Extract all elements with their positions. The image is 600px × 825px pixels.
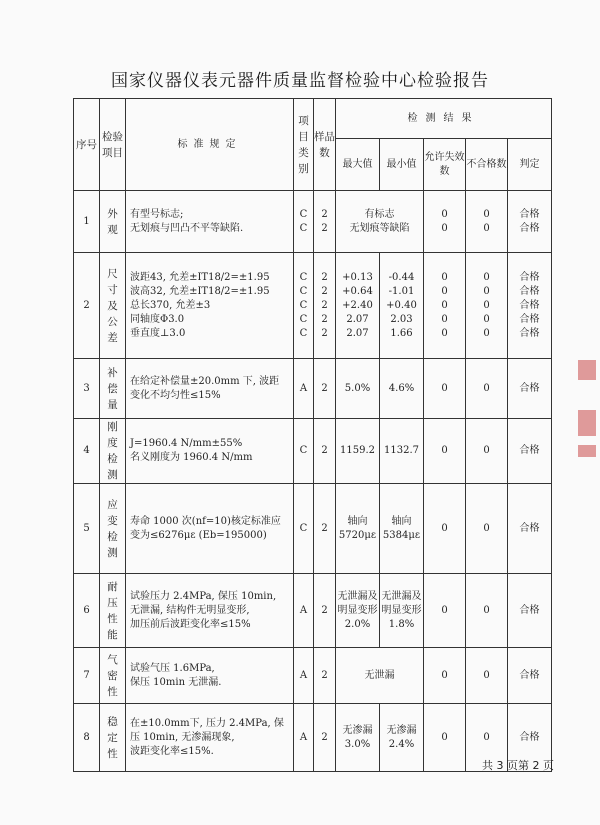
cell-fail-count: 0 0 0 0 0 — [466, 253, 508, 359]
cell-standard: 在给定补偿量±20.0mm 下, 波距 变化不均匀性≤15% — [126, 359, 294, 419]
table-row — [74, 704, 552, 772]
cell-max: 无渗漏 3.0% — [336, 704, 380, 772]
cell-verdict: 合格 — [508, 484, 552, 574]
cell-samples: 2 2 — [314, 191, 336, 253]
header-results: 检测结果 — [336, 99, 552, 139]
cell-allowed-fail: 0 — [424, 574, 466, 648]
cell-allowed-fail: 0 — [424, 359, 466, 419]
cell-fail-count: 0 — [466, 648, 508, 704]
cell-category: C C — [294, 191, 314, 253]
cell-item: 耐压性能 — [100, 574, 126, 648]
cell-verdict: 合格 — [508, 648, 552, 704]
cell-item: 稳定性 — [100, 704, 126, 772]
header-allowed-fail: 允许失效数 — [424, 139, 466, 191]
header-category: 项目类别 — [294, 99, 314, 191]
cell-measured-value: 有标志 无划痕等缺陷 — [336, 191, 424, 253]
cell-category: A — [294, 648, 314, 704]
cell-allowed-fail: 0 — [424, 419, 466, 484]
cell-min: 无泄漏及 明显变形 1.8% — [380, 574, 424, 648]
inspection-table — [73, 98, 552, 772]
cell-measured-value: 无泄漏 — [336, 648, 424, 704]
cell-category: A — [294, 574, 314, 648]
cell-min: 1132.7 — [380, 419, 424, 484]
table-row — [74, 253, 552, 359]
cell-verdict: 合格 — [508, 704, 552, 772]
cell-category: C — [294, 484, 314, 574]
cell-samples: 2 2 2 2 2 — [314, 253, 336, 359]
cell-standard: 在±10.0mm下, 压力 2.4MPa, 保 压 10min, 无渗漏现象, 波距变化率≤15%. — [126, 704, 294, 772]
cell-standard: 有型号标志; 无划痕与凹凸不平等缺陷. — [126, 191, 294, 253]
table-row — [74, 191, 552, 253]
cell-allowed-fail: 0 — [424, 484, 466, 574]
cell-verdict: 合格 — [508, 574, 552, 648]
header-no: 序号 — [74, 99, 100, 191]
cell-samples: 2 — [314, 648, 336, 704]
header-item: 检验项目 — [100, 99, 126, 191]
report-title: 国家仪器仪表元器件质量监督检验中心检验报告 — [111, 71, 489, 91]
cell-standard: J=1960.4 N/mm±55% 名义刚度为 1960.4 N/mm — [126, 419, 294, 484]
cell-standard: 寿命 1000 次(nf=10)核定标准应 变为≤6276με (Eb=195000) — [126, 484, 294, 574]
cell-item: 外观 — [100, 191, 126, 253]
cell-category: C — [294, 419, 314, 484]
cell-min: 4.6% — [380, 359, 424, 419]
cell-no: 7 — [74, 648, 100, 704]
cell-verdict: 合格 合格 — [508, 191, 552, 253]
table-row — [74, 484, 552, 574]
cell-max: 5.0% — [336, 359, 380, 419]
cell-allowed-fail: 0 0 — [424, 191, 466, 253]
cell-standard: 波距43, 允差±IT18/2=±1.95 波高32, 允差±IT18/2=±1.95 总长370, 允差±3 同轴度Φ3.0 垂直度⊥3.0 — [126, 253, 294, 359]
cell-fail-count: 0 0 — [466, 191, 508, 253]
cell-min: -0.44 -1.01 +0.40 2.03 1.66 — [380, 253, 424, 359]
cell-standard: 试验压力 2.4MPa, 保压 10min, 无泄漏, 结构件无明显变形, 加压前后波距变化率≤15% — [126, 574, 294, 648]
cell-max: +0.13 +0.64 +2.40 2.07 2.07 — [336, 253, 380, 359]
cell-category: C C C C C — [294, 253, 314, 359]
cell-category: A — [294, 359, 314, 419]
cell-min: 轴向 5384με — [380, 484, 424, 574]
seal-stamp-fragment — [578, 360, 596, 380]
cell-fail-count: 0 — [466, 704, 508, 772]
seal-stamp-fragment — [578, 410, 596, 436]
header-samples: 样品数 — [314, 99, 336, 191]
cell-max: 轴向 5720με — [336, 484, 380, 574]
cell-max: 1159.2 — [336, 419, 380, 484]
cell-samples: 2 — [314, 484, 336, 574]
cell-verdict: 合格 — [508, 359, 552, 419]
cell-no: 3 — [74, 359, 100, 419]
cell-samples: 2 — [314, 359, 336, 419]
cell-verdict: 合格 — [508, 419, 552, 484]
cell-samples: 2 — [314, 419, 336, 484]
header-min: 最小值 — [380, 139, 424, 191]
cell-samples: 2 — [314, 704, 336, 772]
seal-stamp-fragment — [578, 445, 596, 457]
header-max: 最大值 — [336, 139, 380, 191]
cell-samples: 2 — [314, 574, 336, 648]
cell-fail-count: 0 — [466, 359, 508, 419]
cell-allowed-fail: 0 — [424, 648, 466, 704]
cell-allowed-fail: 0 — [424, 704, 466, 772]
header-standard: 标准规定 — [126, 99, 294, 191]
cell-standard: 试验气压 1.6MPa, 保压 10min 无泄漏. — [126, 648, 294, 704]
cell-item: 尺寸及公差 — [100, 253, 126, 359]
cell-fail-count: 0 — [466, 419, 508, 484]
table-row — [74, 419, 552, 484]
cell-allowed-fail: 0 0 0 0 0 — [424, 253, 466, 359]
cell-no: 1 — [74, 191, 100, 253]
cell-no: 8 — [74, 704, 100, 772]
cell-item: 刚度检测 — [100, 419, 126, 484]
cell-min: 无渗漏 2.4% — [380, 704, 424, 772]
cell-fail-count: 0 — [466, 574, 508, 648]
cell-no: 5 — [74, 484, 100, 574]
page-number: 共 3 页第 2 页 — [482, 759, 554, 772]
cell-item: 气密性 — [100, 648, 126, 704]
table-row — [74, 359, 552, 419]
cell-no: 6 — [74, 574, 100, 648]
table-row — [74, 574, 552, 648]
cell-fail-count: 0 — [466, 484, 508, 574]
cell-item: 应变检测 — [100, 484, 126, 574]
cell-verdict: 合格 合格 合格 合格 合格 — [508, 253, 552, 359]
cell-max: 无泄漏及 明显变形 2.0% — [336, 574, 380, 648]
cell-category: A — [294, 704, 314, 772]
cell-item: 补偿量 — [100, 359, 126, 419]
header-fail-count: 不合格数 — [466, 139, 508, 191]
cell-no: 2 — [74, 253, 100, 359]
header-verdict: 判定 — [508, 139, 552, 191]
table-row — [74, 648, 552, 704]
cell-no: 4 — [74, 419, 100, 484]
